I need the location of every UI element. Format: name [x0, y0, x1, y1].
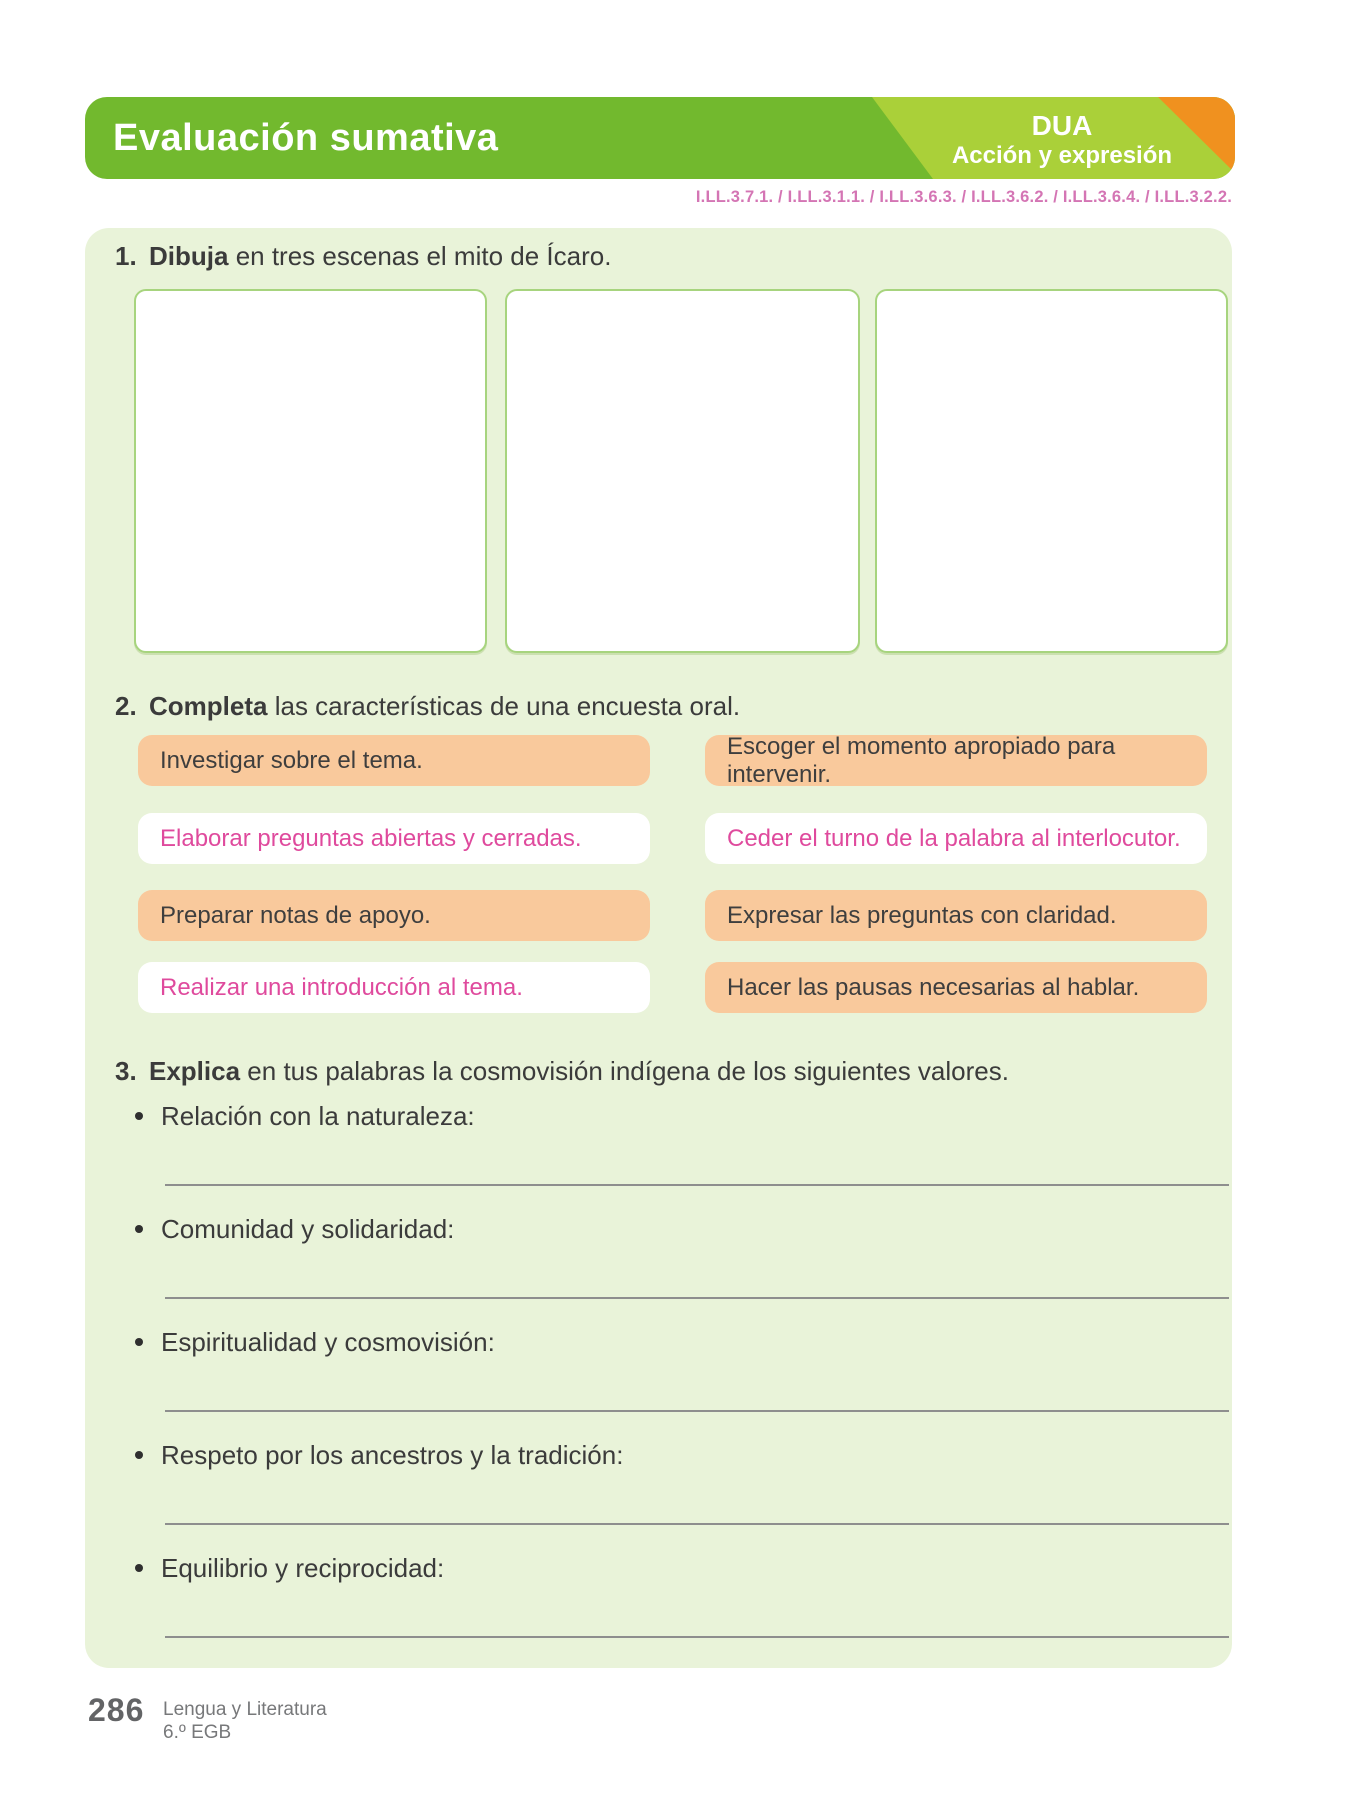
value-item: Respeto por los ancestros y la tradición: [135, 1438, 623, 1472]
answer-line[interactable] [165, 1184, 1229, 1186]
bullet-icon [135, 1112, 143, 1120]
footer-subject [163, 1698, 327, 1744]
standards-codes: I.LL.3.7.1. / I.LL.3.1.1. / I.LL.3.6.3. / I.LL.3.6.2. / I.LL.3.6.4. / I.LL.3.2.2. [695, 188, 1232, 206]
feature-box-given: Preparar notas de apoyo. [138, 890, 650, 941]
dua-badge-title: DUA [1031, 110, 1093, 141]
task1-text: Dibuja en tres escenas el mito de Ícaro. [149, 241, 612, 271]
feature-box-given: Escoger el momento apropiado para intervenir. [705, 735, 1207, 786]
bullet-icon [135, 1564, 143, 1572]
task2-number: 2. [115, 691, 137, 721]
feature-box-given: Investigar sobre el tema. [138, 735, 650, 786]
page-number: 286 [88, 1692, 145, 1728]
feature-box-answer[interactable]: Ceder el turno de la palabra al interlocutor. [705, 813, 1207, 864]
value-item: Relación con la naturaleza: [135, 1099, 475, 1133]
answer-line[interactable] [165, 1410, 1229, 1412]
task3-text: Explica en tus palabras la cosmovisión indígena de los siguientes valores. [149, 1056, 1009, 1086]
worksheet-panel [85, 228, 1232, 1668]
task2-text: Completa las características de una encuesta oral. [149, 691, 741, 721]
footer-grade: 6.º EGB [163, 1722, 232, 1743]
task1-number: 1. [115, 241, 137, 271]
bullet-icon [135, 1451, 143, 1459]
bullet-icon [135, 1225, 143, 1233]
answer-line[interactable] [165, 1297, 1229, 1299]
drawing-box-2[interactable] [505, 289, 860, 653]
feature-box-given: Expresar las preguntas con claridad. [705, 890, 1207, 941]
drawing-box-3[interactable] [875, 289, 1228, 653]
answer-line[interactable] [165, 1636, 1229, 1638]
feature-box-answer[interactable]: Elaborar preguntas abiertas y cerradas. [138, 813, 650, 864]
footer-subject-name: Lengua y Literatura [163, 1699, 327, 1720]
header-band [85, 97, 1235, 179]
value-item: Equilibrio y reciprocidad: [135, 1551, 444, 1585]
answer-line[interactable] [165, 1523, 1229, 1525]
feature-box-given: Hacer las pausas necesarias al hablar. [705, 962, 1207, 1013]
bullet-icon [135, 1338, 143, 1346]
dua-badge-subtitle: Acción y expresión [951, 142, 1173, 169]
dua-badge [932, 105, 1192, 175]
page-title: Evaluación sumativa [113, 116, 499, 159]
task3-number: 3. [115, 1056, 137, 1086]
task3-heading [115, 1054, 1009, 1088]
value-item: Espiritualidad y cosmovisión: [135, 1325, 495, 1359]
feature-box-answer[interactable]: Realizar una introducción al tema. [138, 962, 650, 1013]
drawing-box-1[interactable] [134, 289, 487, 653]
task2-heading [115, 689, 740, 723]
value-item: Comunidad y solidaridad: [135, 1212, 454, 1246]
task1-heading [115, 239, 611, 273]
